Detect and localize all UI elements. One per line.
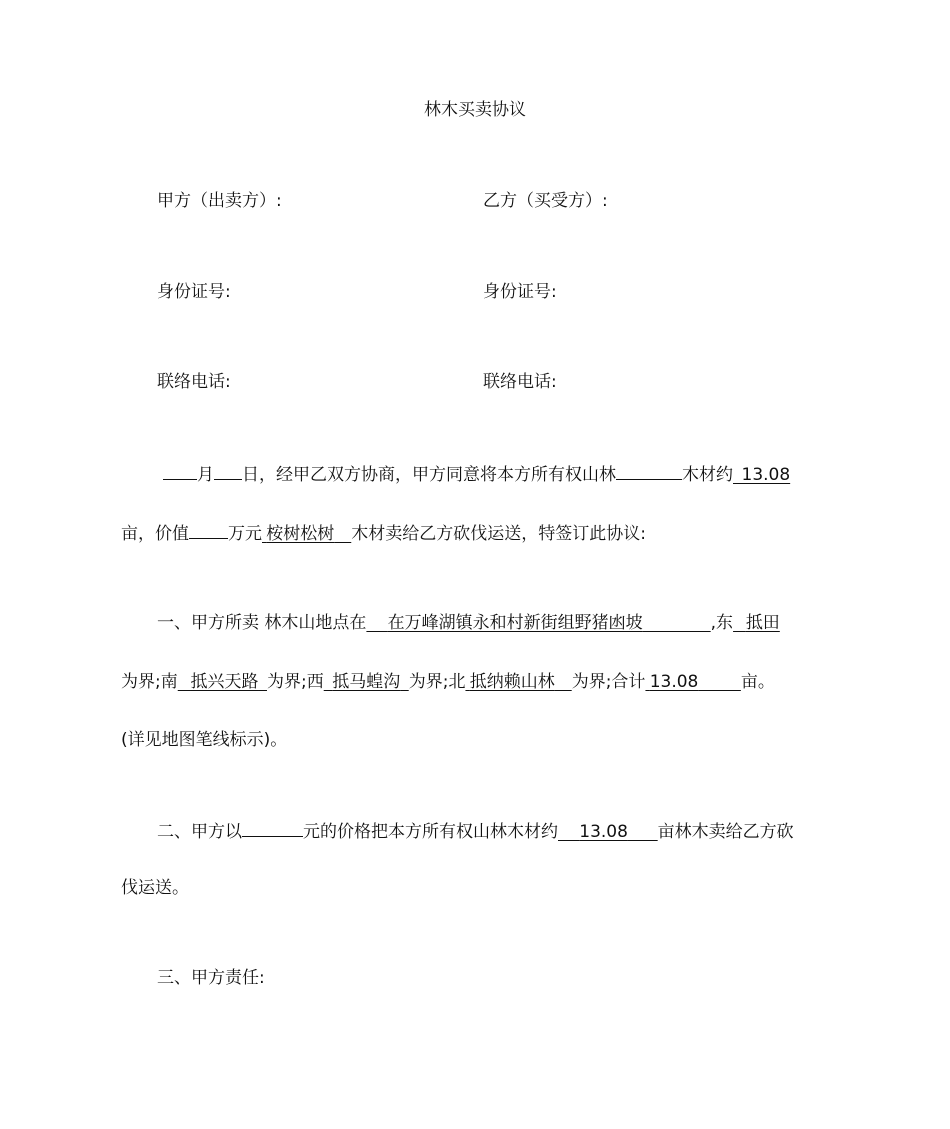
id-b-label: 身份证号: [483, 282, 557, 302]
price-label: 亩，价值 [121, 524, 189, 544]
tree-types-value: 桉树松树 [266, 524, 335, 544]
day-text: 日，经甲乙双方协商，甲方同意将本方所有权山林 [242, 465, 616, 485]
total-area [645, 672, 740, 692]
location [366, 613, 710, 633]
month-blank [163, 461, 197, 480]
phone-a-label: 联络电话: [157, 372, 231, 392]
north-suffix: 为界;合计 [571, 672, 646, 692]
p1-date-segment [121, 461, 790, 485]
p3-area-value: 13.08 [579, 822, 628, 842]
west-suffix: 为界;北 [408, 672, 466, 692]
sale-text: 木材卖给乙方砍伐运送，特签订此协议: [351, 524, 646, 544]
east-label: ,东 [710, 613, 734, 633]
north-value: 抵纳赖山林 [469, 672, 555, 692]
location-prefix: 一、甲方所卖 林木山地点在 [157, 613, 367, 633]
east-boundary [733, 613, 780, 633]
tree-types [262, 524, 351, 544]
paragraph-1-line-2 [121, 520, 646, 544]
document-title: 林木买卖协议 [424, 100, 526, 120]
p3-mid: 元的价格把本方所有权山林木材约 [303, 822, 558, 842]
east-suffix: 为界;南 [121, 672, 178, 692]
forest-blank [616, 461, 682, 480]
paragraph-1-line-1 [121, 461, 829, 485]
day-blank [214, 461, 242, 480]
p3-line-2: 伐运送。 [121, 878, 189, 898]
id-a-label: 身份证号: [157, 282, 231, 302]
west-boundary [324, 672, 409, 692]
p1-area [733, 465, 790, 485]
p3-suffix: 亩林木卖给乙方砍 [657, 822, 794, 842]
paragraph-3-line-1 [157, 818, 794, 842]
south-suffix: 为界;西 [266, 672, 324, 692]
paragraph-2-line-1 [157, 611, 780, 635]
p1-area-value: 13.08 [741, 465, 791, 485]
map-note: (详见地图笔线标示)。 [121, 730, 288, 750]
south-value: 抵兴天路 [190, 672, 259, 692]
west-value: 抵马蝗沟 [332, 672, 401, 692]
month-text: 月 [197, 465, 214, 485]
party-a-responsibility-heading: 三、甲方责任: [157, 968, 265, 988]
price-unit: 万元 [228, 524, 262, 544]
north-boundary [465, 672, 571, 692]
party-a-label: 甲方（出卖方）: [157, 191, 282, 211]
wood-text: 木材约 [682, 465, 733, 485]
p3-area [558, 822, 658, 842]
price-blank [189, 520, 228, 539]
p3-price-blank [242, 818, 303, 837]
south-boundary [178, 672, 267, 692]
total-suffix: 亩。 [740, 672, 775, 692]
p3-prefix: 二、甲方以 [157, 822, 242, 842]
party-b-label: 乙方（买受方）: [483, 191, 608, 211]
phone-b-label: 联络电话: [483, 372, 557, 392]
paragraph-2-line-2 [121, 670, 775, 694]
total-value: 13.08 [649, 672, 699, 692]
east-value: 抵田 [745, 613, 780, 633]
location-value: 在万峰湖镇永和村新街组野猪凼坡 [387, 613, 643, 633]
